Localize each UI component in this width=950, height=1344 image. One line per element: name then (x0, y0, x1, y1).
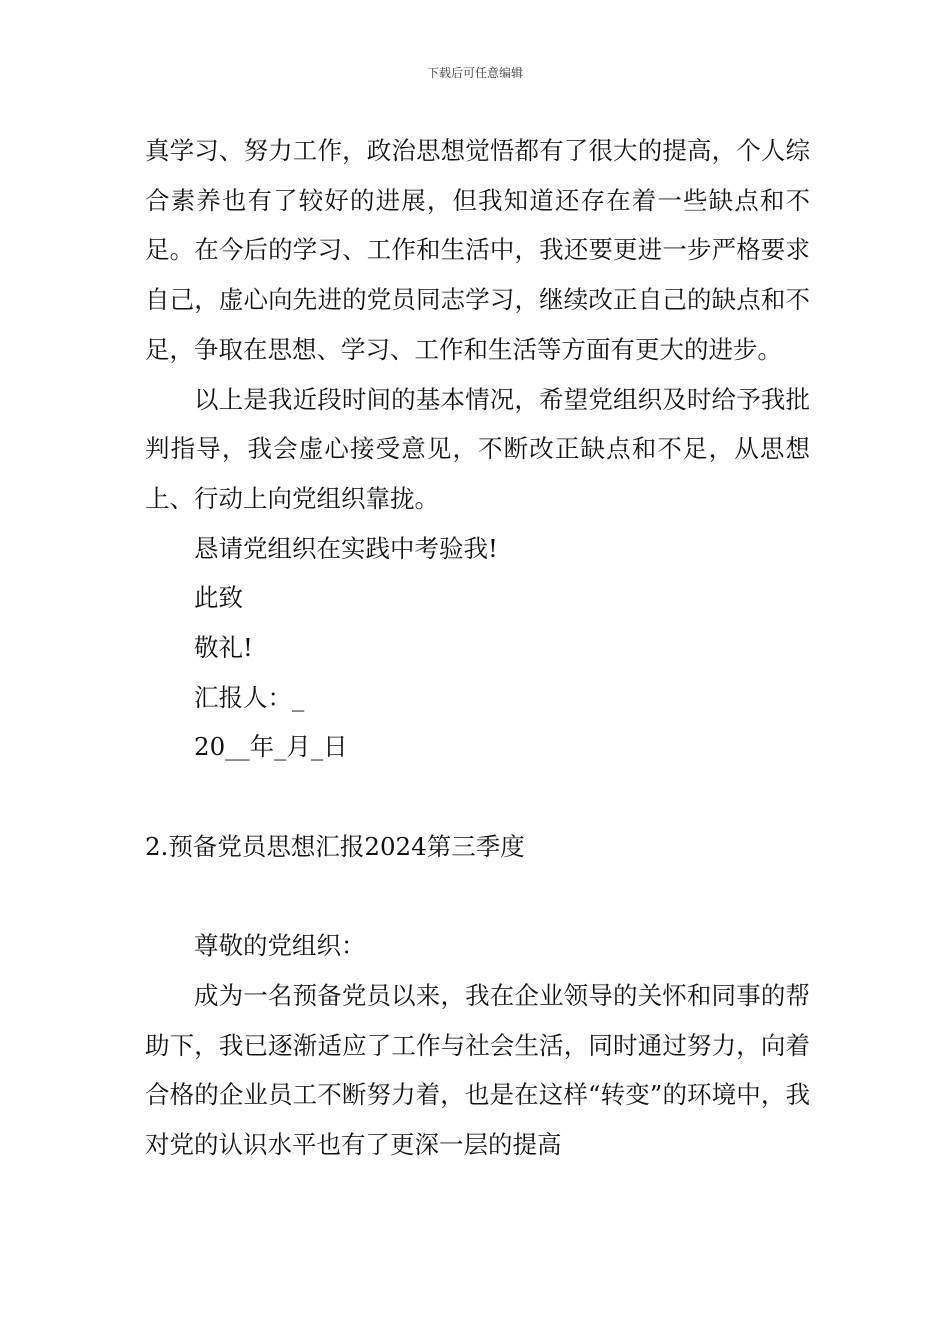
document-body (145, 126, 810, 1170)
spacer (145, 772, 810, 822)
reporter-line: 汇报人：_ (194, 682, 305, 712)
salutation: 尊敬的党组织： (194, 931, 366, 961)
page-header: 下载后可任意编辑 (426, 66, 523, 80)
spacer (145, 872, 810, 922)
section-heading: 2.预备党员思想汇报2024第三季度 (145, 831, 525, 861)
paragraph-body: 成为一名预备党员以来，我在企业领导的关怀和同事的帮助下，我已逐渐适应了工作与社会生活，同时通过努力，向着合格的企业员工不断努力着，也是在这样“转变”的环境中，我对党的认识水平也有了更深一层的提高 (145, 980, 810, 1160)
request-line: 恳请党组织在实践中考验我! (194, 533, 498, 563)
closing-line-1: 此致 (194, 583, 243, 613)
paragraph-continued: 真学习、努力工作，政治思想觉悟都有了很大的提高，个人综合素养也有了较好的进展，但我知道还存在着一些缺点和不足。在今后的学习、工作和生活中，我还要更进一步严格要求自己，虚心向先进的党员同志学习，继续改正自己的缺点和不足，争取在思想、学习、工作和生活等方面有更大的进步。 (145, 136, 810, 364)
closing-line-2: 敬礼! (194, 633, 253, 663)
date-line: 20__年_月_日 (194, 732, 348, 762)
paragraph-summary: 以上是我近段时间的基本情况，希望党组织及时给予我批判指导，我会虚心接受意见，不断改正缺点和不足，从思想上、行动上向党组织靠拢。 (145, 384, 810, 513)
